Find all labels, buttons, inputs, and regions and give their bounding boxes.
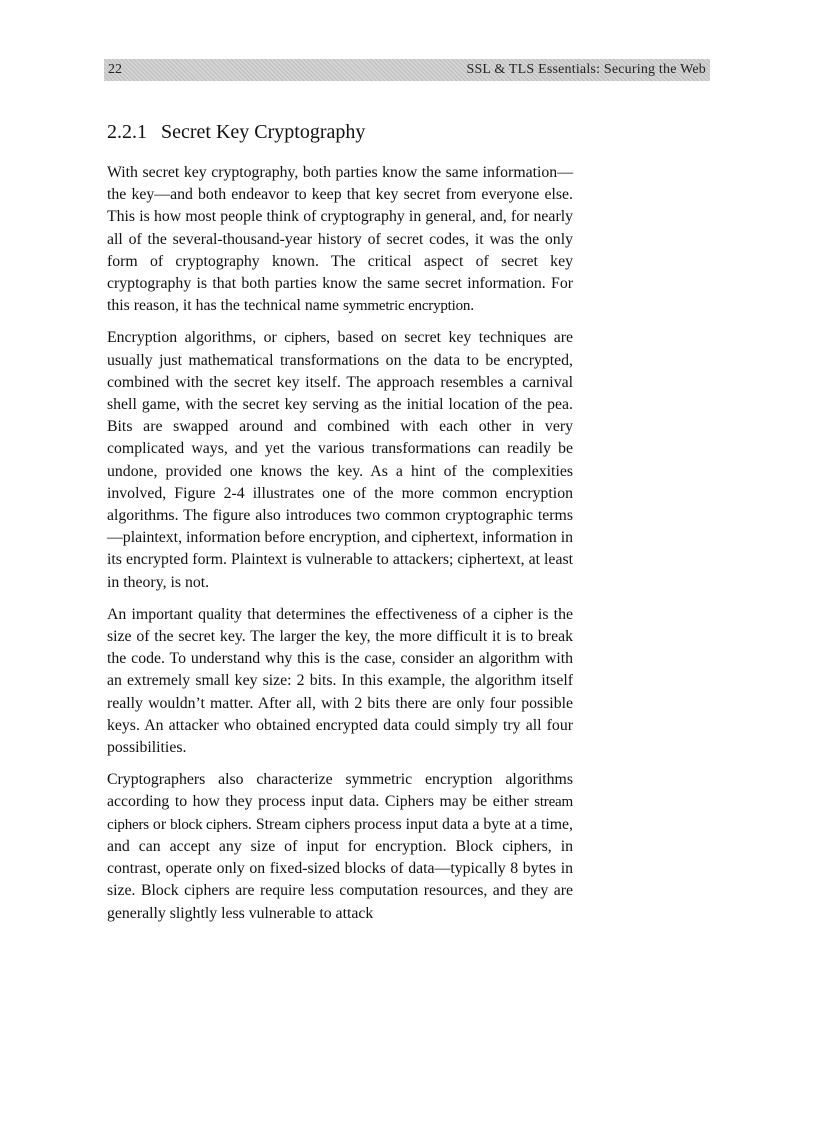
- section-number: 2.2.1: [107, 121, 147, 143]
- paragraph-text: . Stream ciphers process input data a byte at a time, and can accept any size of input for encryption. Block ciphers, in contrast, operate only on fixed-sized blocks of data—typically 8 bytes in size. Block ciphers are require less computation resources, and they are generally slightly less vulnerable to attack: [107, 815, 573, 922]
- paragraph-text: With secret key cryptography, both parties know the same information—the key—and both endeavor to keep that key secret from everyone else. This is how most people think of cryptography in general, and, for nearly all of the several-thousand-year history of secret codes, it was the only form of cryptography known. The critical aspect of secret key cryptography is that both parties know the same secret information. For this reason, it has the technical name: [107, 164, 573, 315]
- paragraph-text: Encryption algorithms, or: [107, 329, 285, 347]
- paragraph-3: An important quality that determines the effectiveness of a cipher is the size of the secret key. The larger the key, the more difficult it is to break the code. To understand why this is the case, consider an algorithm with an extremely small key size: 2 bits. In this example, the algorithm itself really wouldn’t matter. After all, with 2 bits there are only four possible keys. An attacker who obtained encrypted data could simply try all four possibilities.: [107, 605, 573, 757]
- paragraph-text: .: [470, 297, 475, 315]
- running-header: [104, 59, 710, 81]
- term-block-ciphers: block ciphers: [170, 816, 248, 833]
- term-stream-ciphers: stream ciphers: [107, 794, 573, 833]
- paragraph-2: [107, 327, 573, 593]
- page-number: 22: [108, 62, 122, 77]
- paragraph-text: or: [148, 815, 171, 833]
- paragraph-1: [107, 162, 573, 317]
- paragraph-text: , based on secret key techniques are usually just mathematical transformations on the data to be encrypted, combined with the secret key itself. The approach resembles a carnival shell game, with the secret key serving as the initial location of the pea. Bits are swapped around and combined with each other in very complicated ways, and yet the various transformations can readily be undone, provided one knows the key. As a hint of the complexities involved, Figure 2-4 illustrates one of the more common encryption algorithms. The figure also introduces two common cryptographic terms—plaintext, information before encryption, and ciphertext, information in its encrypted form. Plaintext is vulnerable to attackers; ciphertext, at least in theory, is not.: [107, 329, 574, 591]
- section-heading: [107, 121, 365, 144]
- body-text: [107, 162, 573, 925]
- term-ciphers: ciphers: [284, 330, 327, 347]
- paragraph-4: [107, 769, 573, 924]
- section-title: Secret Key Cryptography: [161, 121, 366, 143]
- paragraph-text: Cryptographers also characterize symmetric encryption algorithms according to how they process input data. Ciphers may be either: [107, 771, 573, 811]
- running-title: SSL & TLS Essentials: Securing the Web: [466, 62, 706, 77]
- term-symmetric-encryption: symmetric encryption: [343, 298, 471, 315]
